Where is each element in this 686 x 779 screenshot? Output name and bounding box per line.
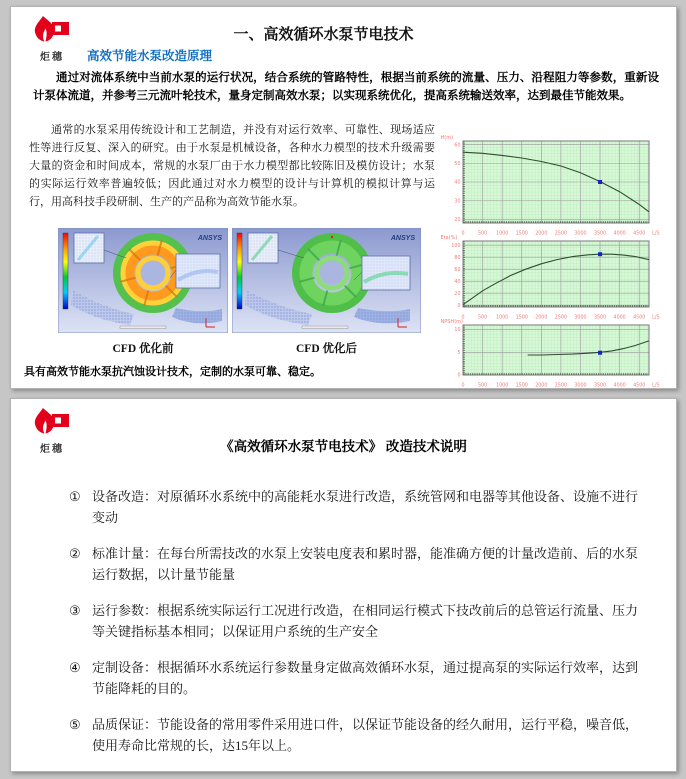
item-number: ⑤: [69, 717, 81, 733]
svg-text:100: 100: [451, 243, 461, 249]
list-item: [69, 544, 643, 585]
cfd-image-after: [232, 228, 421, 333]
svg-text:1000: 1000: [496, 315, 509, 321]
svg-text:H(m): H(m): [440, 135, 454, 141]
item-text: 品质保证：节能设备的常用零件采用进口件，以保证节能设备的经久耐用，运行平稳，噪音低，使用寿命比常规的长，达15年以上。: [92, 717, 639, 753]
list-item: [69, 658, 643, 699]
svg-text:3500: 3500: [593, 231, 607, 237]
svg-text:4500: 4500: [633, 383, 646, 389]
svg-text:4500: 4500: [633, 231, 646, 237]
item-text: 标准计量：在每台所需技改的水泵上安装电度表和累时器，能准确方便的计量改造前、后的水泵运行数据，以计量节能量: [92, 546, 639, 582]
svg-text:L/S: L/S: [652, 231, 660, 237]
svg-text:0: 0: [461, 383, 465, 389]
body-paragraph: 通常的水泵采用传统设计和工艺制造，并没有对运行效率、可靠性、现场适应性等进行反复、深入的研究。由于水泵是机械设备，各种水力模型的技术升级需要大量的资金和时间成本，常规的水泵厂由于水力模型都比较陈旧及模仿设计；水泵的实际运行效率普遍较低；因此通过对水力模型的设计与计算机的模拟计算与运行，用高科技手段研制、生产的产品称为高效节能水泵。: [29, 124, 435, 209]
head-flow-curve-chart: [439, 131, 661, 237]
item-number: ④: [69, 660, 81, 676]
svg-text:2500: 2500: [554, 231, 568, 237]
svg-text:60: 60: [454, 267, 461, 273]
slide-2: [10, 398, 677, 772]
cfd-before-caption: CFD 优化前: [112, 343, 174, 355]
cfd-image-before: [58, 228, 228, 333]
flame-logo-icon: [30, 407, 74, 437]
svg-text:3500: 3500: [593, 383, 607, 389]
svg-text:3000: 3000: [574, 315, 587, 321]
cfd-after-graphic: [232, 228, 421, 333]
svg-text:500: 500: [478, 231, 488, 237]
svg-text:20: 20: [454, 291, 461, 297]
svg-text:20: 20: [454, 217, 461, 223]
svg-text:1000: 1000: [496, 231, 509, 237]
svg-text:2000: 2000: [535, 315, 548, 321]
svg-text:0: 0: [457, 373, 461, 379]
svg-text:4000: 4000: [613, 315, 626, 321]
svg-text:2500: 2500: [554, 383, 568, 389]
slide2-title: 《高效循环水泵节电技术》 改造技术说明: [220, 439, 467, 454]
svg-text:4000: 4000: [613, 231, 626, 237]
svg-text:3000: 3000: [574, 231, 587, 237]
item-text: 设备改造：对原循环水系统中的高能耗水泵进行改造，系统管网和电器等其他设备、设施不进行变动: [92, 489, 639, 525]
svg-text:1500: 1500: [515, 231, 528, 237]
svg-text:0: 0: [457, 303, 461, 309]
svg-text:10: 10: [454, 328, 461, 334]
svg-text:1500: 1500: [515, 315, 528, 321]
svg-text:60: 60: [454, 143, 461, 149]
slide-1: [10, 6, 677, 389]
item-number: ③: [69, 603, 81, 619]
ansys-watermark: ANSYS: [390, 235, 415, 242]
svg-text:2000: 2000: [535, 383, 548, 389]
svg-text:0: 0: [461, 315, 465, 321]
ansys-watermark: ANSYS: [197, 235, 222, 242]
color-scale-bar: [237, 233, 242, 309]
logo-text: 炬穗: [40, 52, 64, 63]
list-item: [69, 715, 643, 756]
svg-text:4500: 4500: [633, 315, 646, 321]
color-scale-bar: [63, 233, 68, 309]
svg-text:2000: 2000: [535, 231, 548, 237]
svg-text:40: 40: [454, 279, 461, 285]
item-text: 运行参数：根据系统实际运行工况进行改造，在相同运行模式下技改前后的总管运行流量、压力等关键指标基本相同；以保证用户系统的生产安全: [92, 603, 639, 639]
svg-text:40: 40: [454, 180, 461, 186]
svg-text:2500: 2500: [554, 315, 568, 321]
intro-paragraph: 通过对流体系统中当前水泵的运行状况，结合系统的管路特性，根据当前系统的流量、压力、沿程阻力等参数，重新设计泵体流道，并参考三元流叶轮技术，量身定制高效水泵；以实现系统优化，提高系统输送效率，达到最佳节能效果。: [33, 72, 659, 103]
svg-text:NPSH(m): NPSH(m): [440, 319, 463, 325]
section-subtitle: 高效节能水泵改造原理: [87, 49, 213, 63]
npsh-curve-chart: [439, 315, 661, 389]
footnote-text: 具有高效节能水泵抗汽蚀设计技术，定制的水泵可靠、稳定。: [24, 366, 321, 378]
svg-text:3500: 3500: [593, 315, 607, 321]
item-number: ①: [69, 489, 81, 504]
svg-text:1000: 1000: [496, 383, 509, 389]
svg-text:L/S: L/S: [652, 383, 660, 389]
svg-text:1500: 1500: [515, 383, 528, 389]
page-title: 一、高效循环水泵节电技术: [233, 26, 414, 43]
item-text: 定制设备：根据循环水系统运行参数量身定做高效循环水泵，通过提高泵的实际运行效率，达到节能降耗的目的。: [92, 660, 639, 696]
svg-text:3000: 3000: [574, 383, 587, 389]
item-number: ②: [69, 546, 81, 562]
logo-text: 炬穗: [40, 444, 64, 455]
svg-text:L/S: L/S: [652, 315, 660, 321]
list-item: [69, 487, 643, 528]
svg-text:50: 50: [454, 162, 461, 168]
svg-text:500: 500: [478, 383, 488, 389]
list-item: [69, 601, 643, 642]
cfd-before-graphic: [58, 228, 228, 333]
cfd-after-caption: CFD 优化后: [295, 343, 357, 355]
svg-text:30: 30: [454, 199, 461, 205]
svg-text:5: 5: [457, 350, 461, 356]
svg-text:4000: 4000: [613, 383, 626, 389]
svg-text:500: 500: [478, 315, 488, 321]
explanation-list: [69, 487, 643, 772]
svg-text:0: 0: [461, 231, 465, 237]
svg-text:80: 80: [454, 255, 461, 261]
svg-text:Eta(%): Eta(%): [440, 235, 458, 241]
efficiency-curve-chart: [439, 231, 661, 321]
